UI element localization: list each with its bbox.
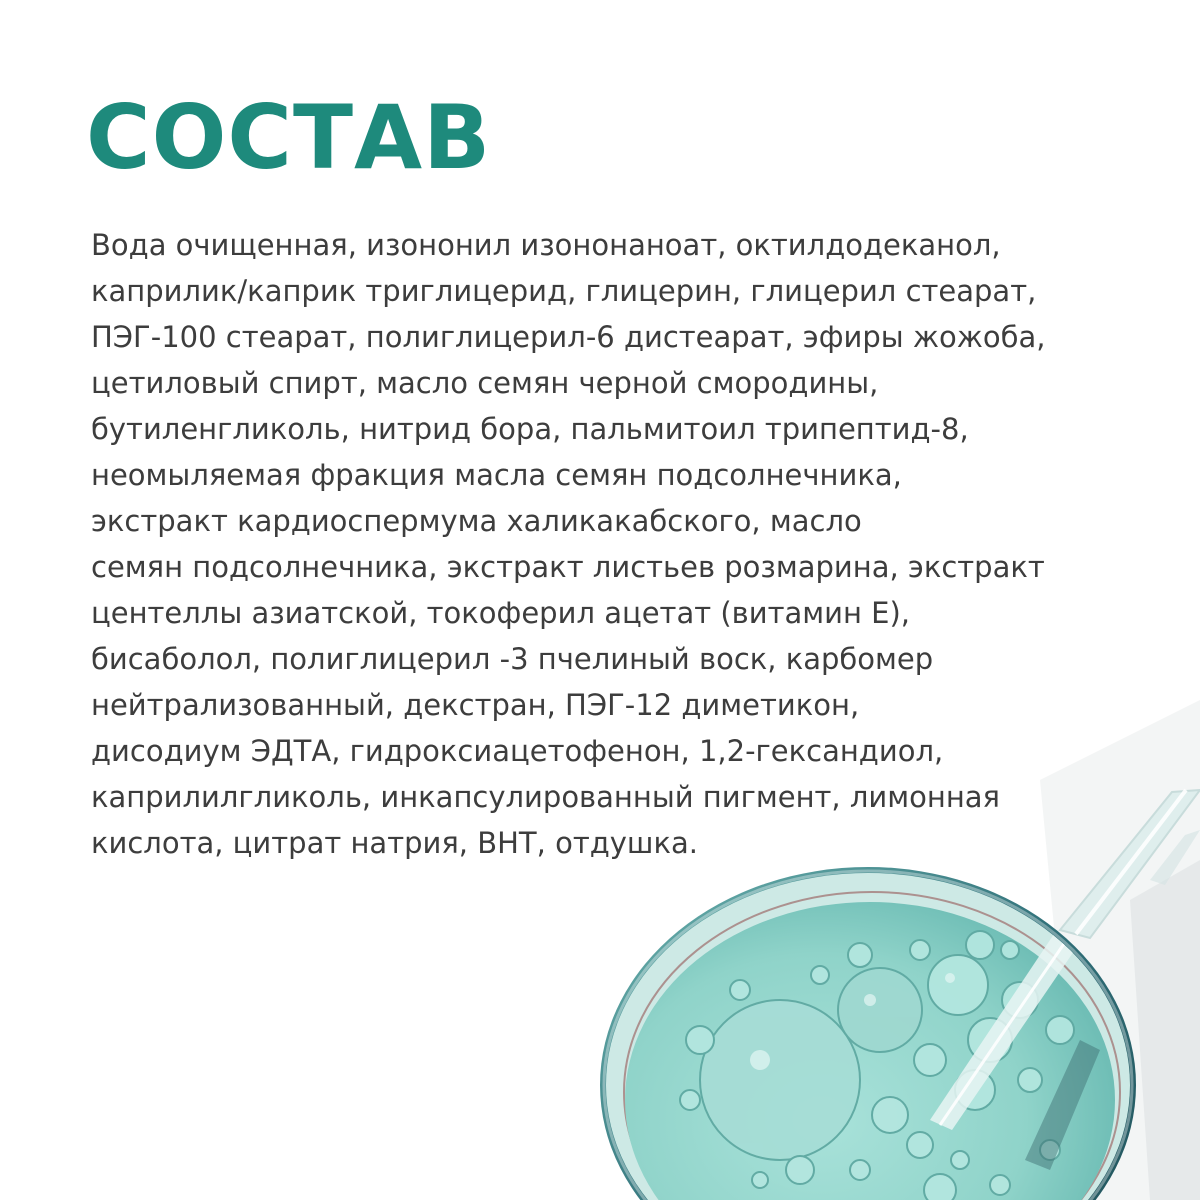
ingredients-line: каприлилгликоль, инкапсулированный пигмент, лимонная <box>91 780 1000 814</box>
ingredients-line: ПЭГ-100 стеарат, полиглицерил-6 дистеарат, эфиры жожоба, <box>91 320 1046 354</box>
ingredients-line: центеллы азиатской, токоферил ацетат (витамин Е), <box>91 596 910 630</box>
ingredients-line: семян подсолнечника, экстракт листьев розмарина, экстракт <box>91 550 1045 584</box>
ingredients-line: кислота, цитрат натрия, ВНТ, отдушка. <box>91 826 698 860</box>
ingredients-line: неомыляемая фракция масла семян подсолнечника, <box>91 458 902 492</box>
ingredients-line: каприлик/каприк триглицерид, глицерин, глицерил стеарат, <box>91 274 1037 308</box>
ingredients-line: бисаболол, полиглицерил -3 пчелиный воск, карбомер <box>91 642 934 676</box>
ingredients-line: нейтрализованный, декстран, ПЭГ-12 диметикон, <box>91 688 860 722</box>
page-title: СОСТАВ <box>86 86 492 189</box>
ingredients-line: цетиловый спирт, масло семян черной смородины, <box>91 366 879 400</box>
ingredients-line: бутиленгликоль, нитрид бора, пальмитоил трипептид-8, <box>91 412 969 446</box>
ingredients-line: Вода очищенная, изононил изононаноат, октилдодеканол, <box>91 228 1001 262</box>
ingredients-line: дисодиум ЭДТА, гидроксиацетофенон, 1,2-гександиол, <box>91 734 944 768</box>
ingredients-line: экстракт кардиоспермума халикакабского, масло <box>91 504 862 538</box>
